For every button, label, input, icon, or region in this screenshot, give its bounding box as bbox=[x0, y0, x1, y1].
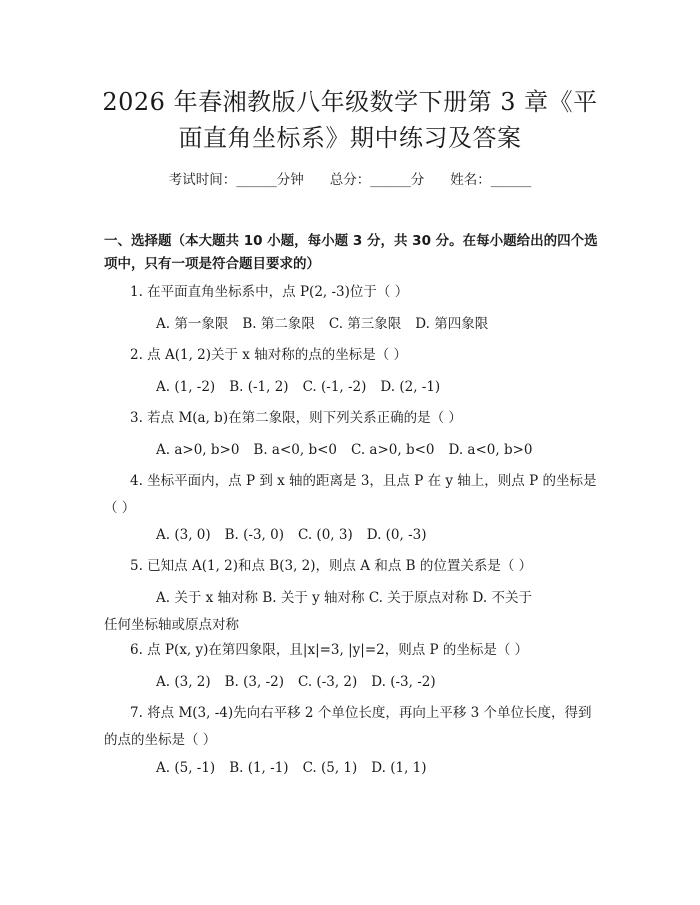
question-2-options bbox=[104, 374, 604, 401]
section-heading bbox=[104, 230, 604, 276]
question-text: 7. 将点 M(3, -4)先向右平移 2 个单位长度，再向上平移 3 个单位长度，得到 bbox=[130, 705, 592, 721]
option-a: A. (5, -1) bbox=[156, 760, 216, 776]
question-4-stem bbox=[104, 468, 604, 522]
question-6-stem bbox=[104, 637, 604, 664]
option-a: A. (3, 2) bbox=[156, 674, 211, 690]
option-a: A. 第一象限 bbox=[156, 316, 229, 332]
title-line-1: 2026 年春湘教版八年级数学下册第 3 章《平 bbox=[102, 88, 598, 116]
option-b: B. 第二象限 bbox=[242, 316, 315, 332]
question-text: 4. 坐标平面内，点 P 到 x 轴的距离是 3，且点 P 在 y 轴上，则点 P 的坐标是 bbox=[130, 473, 597, 489]
option-d: D. a<0, b>0 bbox=[448, 442, 533, 458]
question-1-options bbox=[104, 311, 604, 338]
question-text: 6. 点 P(x, y)在第四象限，且|x|=3, |y|=2，则点 P 的坐标是（ ） bbox=[130, 642, 529, 658]
total-score-field: 总分：______分 bbox=[329, 172, 425, 188]
question-5-options bbox=[104, 585, 604, 639]
question-text: 1. 在平面直角坐标系中，点 P(2, -3)位于（ ） bbox=[130, 284, 409, 300]
question-6-options bbox=[104, 669, 604, 696]
question-text-continued: 的点的坐标是（ ） bbox=[104, 732, 217, 748]
option-d: D. (1, 1) bbox=[371, 760, 427, 776]
section-heading-line-1: 一、选择题（本大题共 10 小题，每小题 3 分，共 30 分。在每小题给出的四个选 bbox=[104, 233, 598, 249]
exam-info-row bbox=[0, 168, 700, 188]
option-c: C. a>0, b<0 bbox=[350, 442, 435, 458]
options-line-1: A. 关于 x 轴对称 B. 关于 y 轴对称 C. 关于原点对称 D. 不关于 bbox=[156, 590, 532, 606]
options-line-2: 任何坐标轴或原点对称 bbox=[104, 617, 239, 633]
option-b: B. (1, -1) bbox=[229, 760, 289, 776]
option-c: C. (5, 1) bbox=[302, 760, 358, 776]
question-text: 3. 若点 M(a, b)在第二象限，则下列关系正确的是（ ） bbox=[130, 410, 462, 426]
question-4-options bbox=[104, 522, 604, 549]
option-c: C. (0, 3) bbox=[298, 527, 353, 543]
question-3-stem bbox=[104, 405, 604, 432]
document-title bbox=[90, 84, 610, 156]
option-d: D. 第四象限 bbox=[415, 316, 489, 332]
question-7-options bbox=[104, 755, 604, 782]
student-name-field: 姓名：______ bbox=[450, 172, 532, 188]
exam-time-field: 考试时间：______分钟 bbox=[168, 172, 304, 188]
option-a: A. a>0, b>0 bbox=[156, 442, 240, 458]
option-d: D. (2, -1) bbox=[380, 379, 441, 395]
section-heading-line-2: 项中，只有一项是符合题目要求的） bbox=[104, 256, 320, 272]
option-c: C. (-1, -2) bbox=[302, 379, 367, 395]
question-7-stem bbox=[104, 700, 604, 754]
option-b: B. (-1, 2) bbox=[229, 379, 289, 395]
question-2-stem bbox=[104, 342, 604, 369]
question-text: 2. 点 A(1, 2)关于 x 轴对称的点的坐标是（ ） bbox=[130, 347, 407, 363]
question-1-stem bbox=[104, 279, 604, 306]
option-d: D. (0, -3) bbox=[366, 527, 427, 543]
question-3-options bbox=[104, 437, 604, 464]
title-line-2: 面直角坐标系》期中练习及答案 bbox=[178, 124, 522, 152]
question-text: 5. 已知点 A(1, 2)和点 B(3, 2)，则点 A 和点 B 的位置关系是（ ） bbox=[130, 558, 533, 574]
option-b: B. (3, -2) bbox=[224, 674, 284, 690]
option-b: B. (-3, 0) bbox=[224, 527, 284, 543]
option-a: A. (3, 0) bbox=[156, 527, 211, 543]
question-text-continued: （ ） bbox=[104, 500, 136, 516]
option-a: A. (1, -2) bbox=[156, 379, 216, 395]
question-5-stem bbox=[104, 553, 604, 580]
option-c: C. 第三象限 bbox=[328, 316, 402, 332]
option-c: C. (-3, 2) bbox=[298, 674, 358, 690]
option-b: B. a<0, b<0 bbox=[253, 442, 337, 458]
option-d: D. (-3, -2) bbox=[371, 674, 436, 690]
